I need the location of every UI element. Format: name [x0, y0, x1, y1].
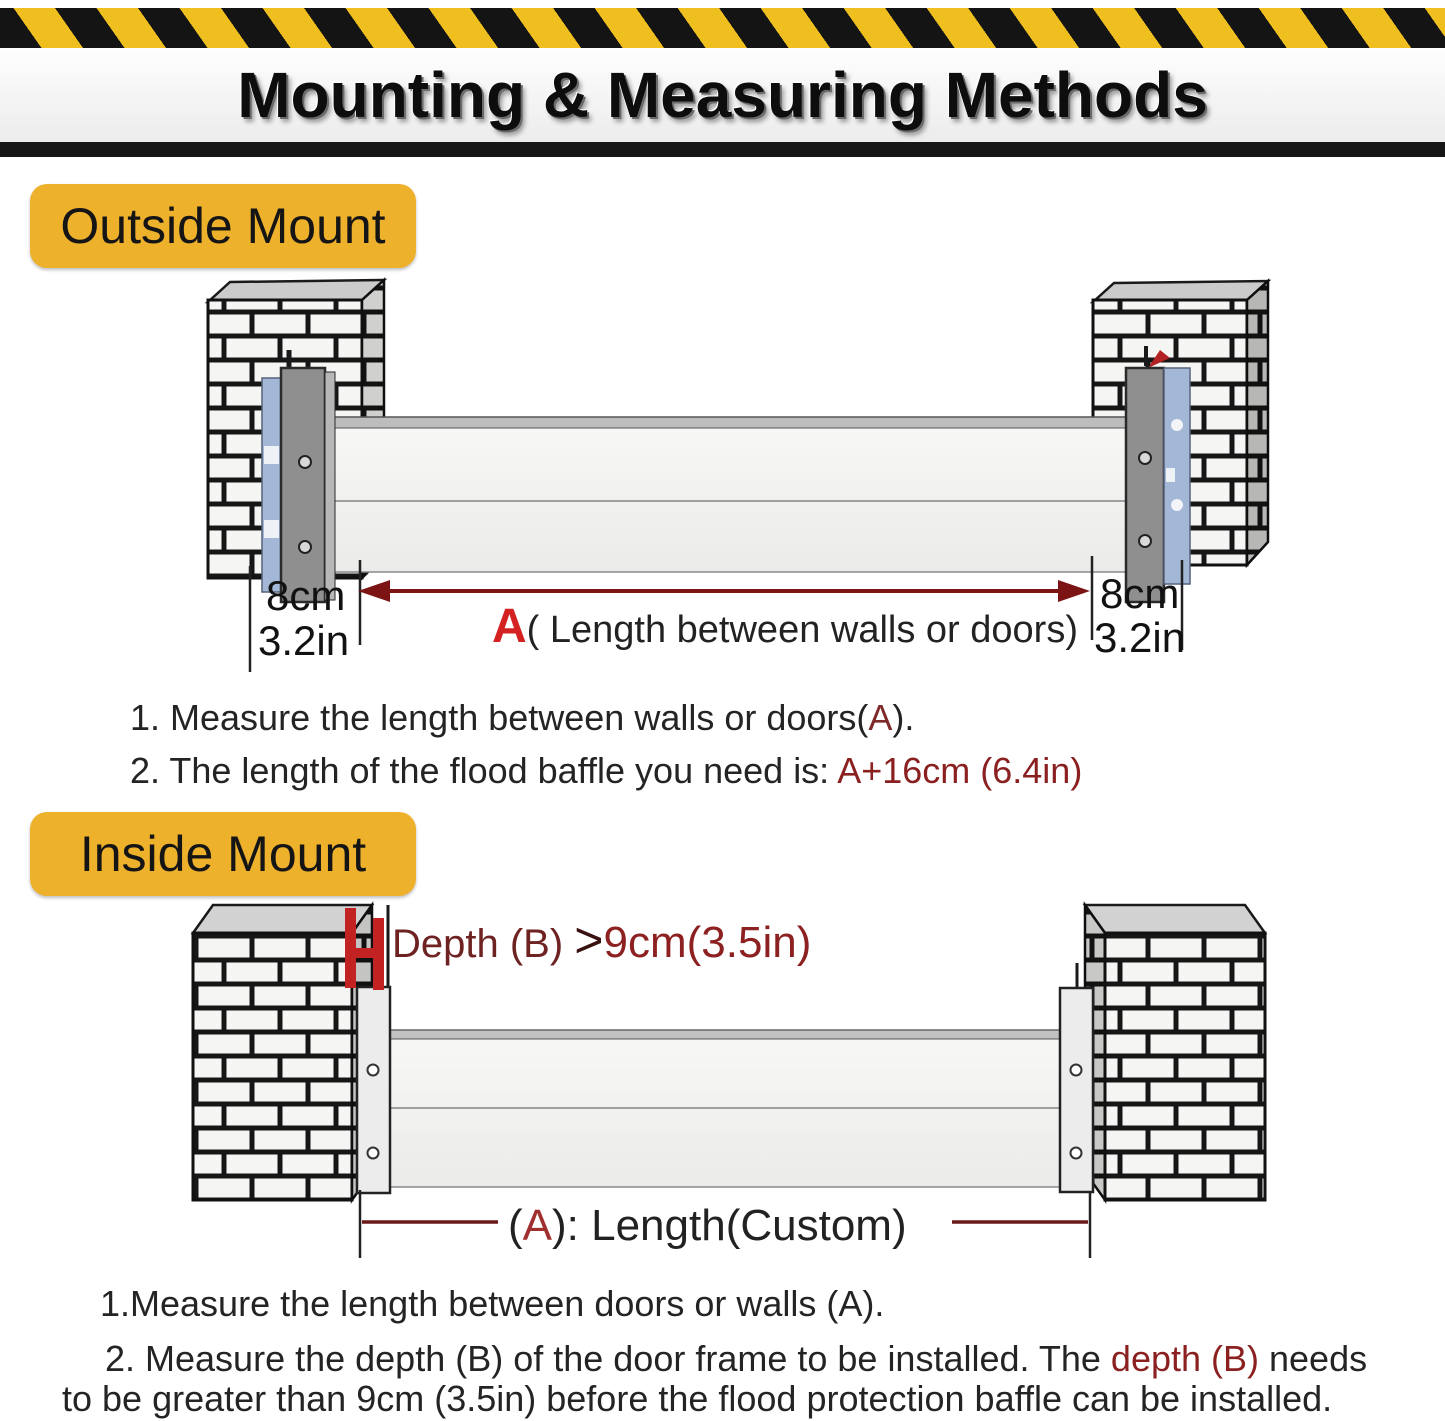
- outside-span-label: A( Length between walls or doors): [492, 600, 1078, 653]
- inside-mount-diagram: [0, 890, 1445, 1310]
- outside-left-cm: 8cm: [266, 572, 346, 619]
- inside-instruction-1: 1.Measure the length between doors or walls (A).: [100, 1283, 885, 1324]
- depth-label: Depth (B) >9cm(3.5in): [392, 912, 812, 968]
- outside-mount-label: [30, 184, 416, 268]
- outside-barrier-panel: [330, 417, 1135, 572]
- outside-right-in: 3.2in: [1094, 614, 1186, 661]
- outside-instruction-2: 2. The length of the flood baffle you need is: A+16cm (6.4in): [130, 750, 1083, 791]
- outside-left-channel: [262, 350, 335, 602]
- title-band: [0, 48, 1445, 142]
- outside-instruction-1: 1. Measure the length between walls or doors(A).: [130, 697, 915, 738]
- header-divider-bar: [0, 142, 1445, 157]
- hazard-stripe-banner: [0, 8, 1445, 48]
- inside-mount-label: [30, 812, 416, 896]
- inside-length-label: (A): Length(Custom): [508, 1201, 907, 1250]
- outside-mount-diagram: [0, 260, 1445, 680]
- inside-instruction-3: to be greater than 9cm (3.5in) before the flood protection baffle can be installed.: [62, 1378, 1333, 1419]
- outside-right-cm: 8cm: [1100, 570, 1180, 617]
- outside-span-arrow: [358, 580, 1090, 602]
- outside-left-in: 3.2in: [258, 617, 350, 664]
- page-title: Mounting & Measuring Methods: [237, 59, 1208, 131]
- inside-instruction-2: 2. Measure the depth (B) of the door frame to be installed. The depth (B) needs: [105, 1338, 1368, 1379]
- inside-right-pillar: [1085, 905, 1265, 1200]
- inside-right-channel: [1060, 963, 1093, 1192]
- inside-barrier-panel: [390, 1030, 1060, 1187]
- outside-mount-label-text: Outside Mount: [60, 198, 386, 254]
- outside-right-channel: [1126, 346, 1190, 602]
- inside-mount-label-text: Inside Mount: [79, 826, 367, 882]
